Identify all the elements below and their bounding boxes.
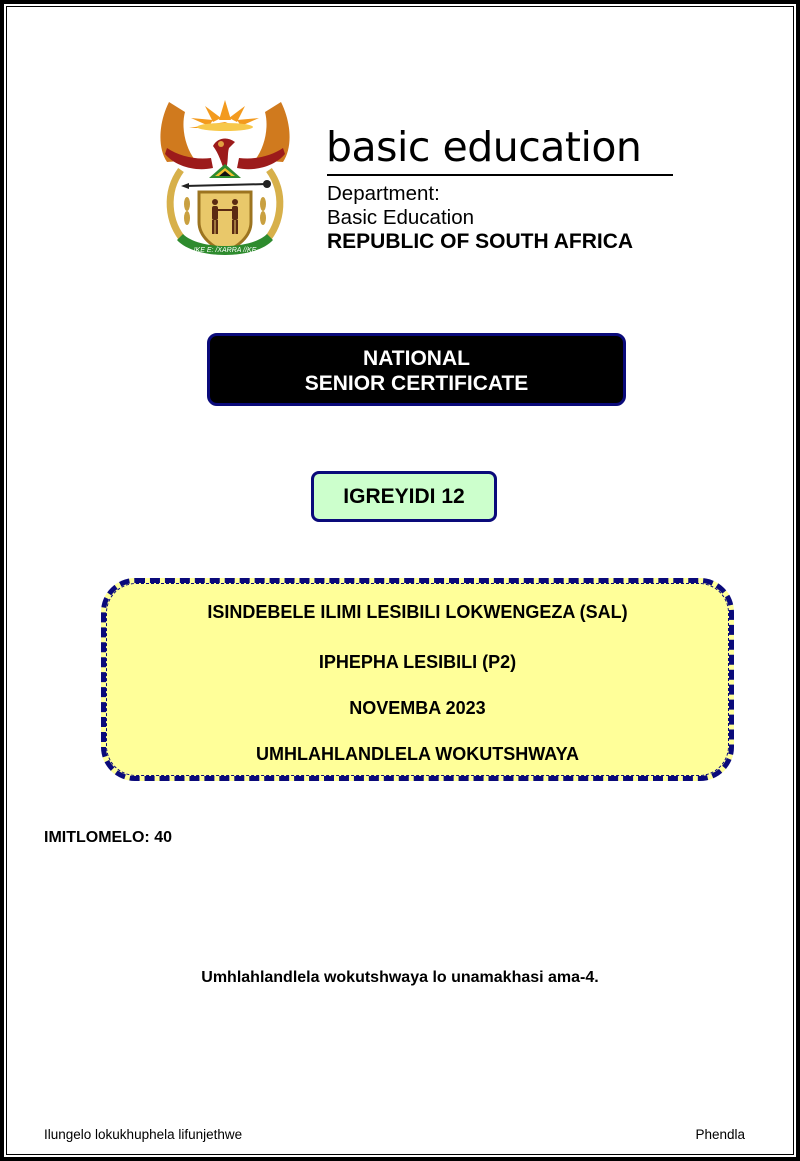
document-type-label: UMHLAHLANDLELA WOKUTSHWAYA bbox=[256, 744, 579, 764]
grade-badge: IGREYIDI 12 bbox=[311, 471, 497, 522]
department-name: Basic Education bbox=[327, 206, 475, 229]
certificate-line-1: NATIONAL bbox=[363, 347, 470, 370]
department-label: Department: bbox=[327, 182, 440, 205]
footer-copyright: Ilungelo lokukhuphela lifunjethwe bbox=[44, 1127, 243, 1142]
subject-title: ISINDEBELE ILIMI LESIBILI LOKWENGEZA (SAL) bbox=[207, 602, 628, 622]
paper-label: IPHEPHA LESIBILI (P2) bbox=[318, 652, 517, 672]
page-count-note: Umhlahlandlela wokutshwaya lo unamakhasi ama-4. bbox=[201, 969, 599, 986]
brand-divider bbox=[327, 174, 673, 176]
country-name: REPUBLIC OF SOUTH AFRICA bbox=[327, 230, 634, 253]
certificate-line-2: SENIOR CERTIFICATE bbox=[304, 372, 529, 395]
brand-title: basic education bbox=[326, 123, 642, 171]
session-label: NOVEMBA 2023 bbox=[349, 698, 486, 718]
marks-label: IMITLOMELO: 40 bbox=[44, 829, 172, 846]
footer-turn-over: Phendla bbox=[695, 1127, 745, 1142]
certificate-banner bbox=[207, 333, 626, 406]
coat-of-arms-icon bbox=[155, 92, 295, 262]
svg-text:!KE E: /XARRA //KE: !KE E: /XARRA //KE bbox=[193, 247, 257, 254]
